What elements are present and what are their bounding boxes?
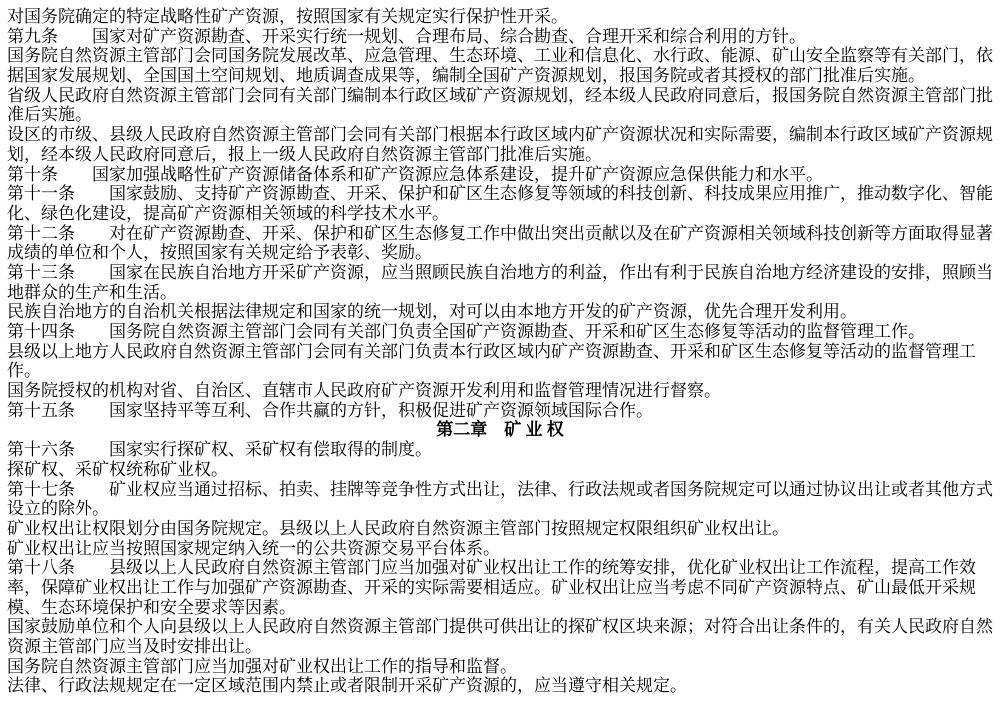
law-text-line: 准后实施。 — [7, 105, 92, 125]
law-text-line: 第十六条 国家实行探矿权、采矿权有偿取得的制度。 — [7, 440, 432, 460]
law-text-line: 国家鼓励单位和个人向县级以上人民政府自然资源主管部门提供可供出让的探矿权区块来源；对符合出让条件的，有关人民政府自然 — [7, 617, 993, 637]
law-text-line: 化、绿色化建设，提高矿产资源相关领域的科学技术水平。 — [7, 203, 449, 223]
law-text-line: 第九条 国家对矿产资源勘查、开采实行统一规划、合理布局、综合勘查、合理开采和综合利用的方针。 — [7, 26, 806, 46]
law-text-line: 资源主管部门应当及时安排出让。 — [7, 637, 262, 656]
law-text-line: 省级人民政府自然资源主管部门会同有关部门编制本行政区域矿产资源规划，经本级人民政府同意后，报国务院自然资源主管部门批 — [7, 85, 993, 105]
law-text-line: 模、生态环境保护和安全要求等因素。 — [7, 597, 296, 617]
law-text-line: 民族自治地方的自治机关根据法律规定和国家的统一规划，对可以由本地方开发的矿产资源，优先合理开发利用。 — [7, 302, 857, 322]
law-text-line: 法律、行政法规规定在一定区域范围内禁止或者限制开采矿产资源的，应当遵守相关规定。 — [7, 676, 687, 696]
law-text-line: 第十八条 县级以上人民政府自然资源主管部门应当加强对矿业权出让工作的统筹安排，优化矿业权出让工作流程，提高工作效 — [7, 558, 976, 578]
law-text-line: 国务院自然资源主管部门会同国务院发展改革、应急管理、生态环境、工业和信息化、水行政、能源、矿山安全监察等有关部门，依 — [7, 46, 993, 66]
law-text-line: 矿业权出让应当按照国家规定纳入统一的公共资源交易平台体系。 — [7, 538, 500, 558]
law-text-line: 对国务院确定的特定战略性矿产资源，按照国家有关规定实行保护性开采。 — [7, 7, 568, 26]
law-text-line: 设区的市级、县级人民政府自然资源主管部门会同有关部门根据本行政区域内矿产资源状况和实际需要，编制本行政区域矿产资源规 — [7, 125, 993, 145]
law-text-line: 第十二条 对在矿产资源勘查、开采、保护和矿区生态修复工作中做出突出贡献以及在矿产资源相关领域科技创新等方面取得显著 — [7, 223, 993, 243]
law-text-line: 划，经本级人民政府同意后，报上一级人民政府自然资源主管部门批准后实施。 — [7, 144, 602, 164]
law-text-line: 第十三条 国家在民族自治地方开采矿产资源，应当照顾民族自治地方的利益，作出有利于民族自治地方经济建设的安排，照顾当 — [7, 262, 993, 282]
law-text-line: 地群众的生产和生活。 — [7, 282, 177, 302]
chapter-heading: 第二章 矿 业 权 — [436, 420, 564, 440]
law-text-line: 成绩的单位和个人，按照国家有关规定给予表彰、奖励。 — [7, 243, 432, 263]
law-text-line: 第十五条 国家坚持平等互利、合作共赢的方针，积极促进矿产资源领域国际合作。 — [7, 400, 653, 420]
document-page — [7, 7, 993, 696]
law-text-line: 第十七条 矿业权应当通过招标、拍卖、挂牌等竞争性方式出让，法律、行政法规或者国务院规定可以通过协议出让或者其他方式 — [7, 479, 993, 499]
law-text-line: 据国家发展规划、全国国土空间规划、地质调查成果等，编制全国矿产资源规划，报国务院或者其授权的部门批准后实施。 — [7, 66, 925, 86]
law-text-line: 国务院授权的机构对省、自治区、直辖市人民政府矿产资源开发利用和监督管理情况进行督察。 — [7, 381, 721, 401]
law-text-line: 率，保障矿业权出让工作与加强矿产资源勘查、开采的实际需要相适应。矿业权出让应当考虑不同矿产资源特点、矿山最低开采规 — [7, 577, 976, 597]
law-text-line: 第十一条 国家鼓励、支持矿产资源勘查、开采、保护和矿区生态修复等领域的科技创新、科技成果应用推广，推动数字化、智能 — [7, 184, 993, 204]
law-text-line: 第十四条 国务院自然资源主管部门会同有关部门负责全国矿产资源勘查、开采和矿区生态修复等活动的监督管理工作。 — [7, 322, 925, 341]
law-text-line: 作。 — [7, 361, 41, 381]
law-text-line: 探矿权、采矿权统称矿业权。 — [7, 459, 228, 479]
law-text-line: 县级以上地方人民政府自然资源主管部门会同有关部门负责本行政区域内矿产资源勘查、开采和矿区生态修复等活动的监督管理工 — [7, 341, 976, 361]
law-text-line: 矿业权出让权限划分由国务院规定。县级以上人民政府自然资源主管部门按照规定权限组织矿业权出让。 — [7, 518, 789, 538]
law-text-line: 第十条 国家加强战略性矿产资源储备体系和矿产资源应急体系建设，提升矿产资源应急保供能力和水平。 — [7, 164, 823, 184]
law-text-line: 设立的除外。 — [7, 499, 109, 519]
law-text-line: 国务院自然资源主管部门应当加强对矿业权出让工作的指导和监督。 — [7, 656, 517, 676]
